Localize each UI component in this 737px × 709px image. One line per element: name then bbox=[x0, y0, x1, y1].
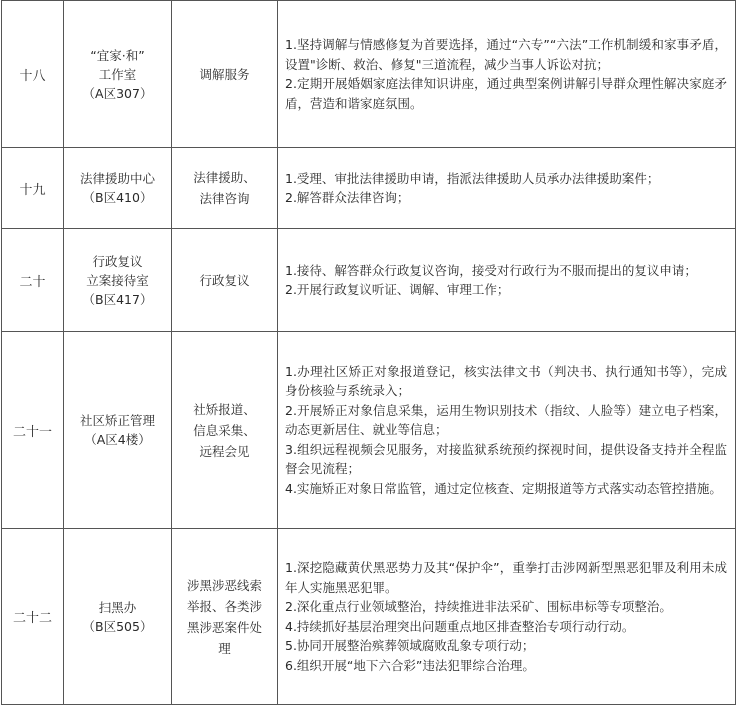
service-line: 举报、各类涉 bbox=[186, 598, 262, 614]
service-line: 调解服务 bbox=[199, 66, 250, 82]
row-service bbox=[172, 332, 278, 529]
location-line: 社区矫正管理 bbox=[79, 413, 155, 428]
location-line: （A区307） bbox=[82, 85, 153, 101]
row-number: 十九 bbox=[2, 148, 64, 229]
location-line: （A区4楼） bbox=[84, 432, 151, 447]
service-table bbox=[1, 0, 736, 705]
service-line: 远程会见 bbox=[199, 443, 250, 459]
detail-item: 1.办理社区矫正对象报道登记，核实法律文书（判决书、执行通知书等），完成身份核验与系统录入； bbox=[285, 363, 727, 399]
row-location bbox=[64, 229, 172, 332]
row-service bbox=[172, 529, 278, 705]
detail-item: 2.深化重点行业领域整治，持续推进非法采矿、围标串标等专项整治。 bbox=[285, 599, 672, 614]
location-line: 立案接待室 bbox=[86, 272, 149, 288]
detail-item: 3.组织远程视频会见服务，对接监狱系统预约探视时间，提供设备支持并全程监督会见流程； bbox=[285, 441, 727, 477]
row-location bbox=[64, 529, 172, 705]
detail-item: 1.深挖隐藏黄伏黑恶势力及其“保护伞”，重拳打击涉网新型黑恶犯罪及利用未成年人实施黑恶犯罪。 bbox=[285, 560, 727, 595]
location-line: （B区505） bbox=[82, 618, 153, 634]
row-location bbox=[64, 332, 172, 529]
table-row bbox=[2, 332, 736, 529]
location-line: 工作室 bbox=[98, 66, 137, 82]
row-service bbox=[172, 148, 278, 229]
detail-item: 2.开展行政复议听证、调解、审理工作； bbox=[285, 282, 510, 297]
row-details bbox=[278, 529, 736, 705]
row-details bbox=[278, 148, 736, 229]
detail-item: 1.受理、审批法律援助申请，指派法律援助人员承办法律援助案件； bbox=[285, 170, 660, 186]
location-line: 法律援助中心 bbox=[79, 171, 155, 186]
row-service bbox=[172, 1, 278, 148]
location-line: 扫黑办 bbox=[98, 599, 137, 615]
location-line: （B区410） bbox=[82, 190, 153, 205]
detail-item: 1.坚持调解与情感修复为首要选择，通过“六专”“六法”工作机制缓和家事矛盾，设置"诊断、救治、修复"三道流程，减少当事人诉讼对抗； bbox=[285, 37, 727, 72]
detail-item: 2.开展矫正对象信息采集，运用生物识别技术（指纹、人脸等）建立电子档案，动态更新居住、就业等信息； bbox=[285, 402, 727, 438]
row-location bbox=[64, 1, 172, 148]
row-service bbox=[172, 229, 278, 332]
row-number: 二十二 bbox=[2, 529, 64, 705]
row-number: 二十 bbox=[2, 229, 64, 332]
row-location bbox=[64, 148, 172, 229]
service-line: 行政复议 bbox=[199, 272, 250, 288]
service-line: 法律援助、 bbox=[193, 170, 256, 185]
service-line: 涉黑涉恶线索 bbox=[186, 577, 262, 593]
row-details bbox=[278, 332, 736, 529]
table-row bbox=[2, 148, 736, 229]
row-number: 二十一 bbox=[2, 332, 64, 529]
detail-item: 2.定期开展婚姻家庭法律知识讲座，通过典型案例讲解引导群众理性解决家庭矛盾，营造和谐家庭氛围。 bbox=[285, 76, 727, 111]
location-line: 行政复议 bbox=[92, 253, 143, 269]
detail-item: 4.实施矫正对象日常监管，通过定位核查、定期报道等方式落实动态管控措施。 bbox=[285, 480, 722, 496]
detail-item: 4.持续抓好基层治理突出问题重点地区排查整治专项行动行动。 bbox=[285, 618, 635, 634]
row-number: 十八 bbox=[2, 1, 64, 148]
table-row bbox=[2, 229, 736, 332]
detail-item: 5.协同开展整治殡葬领域腐败乱象专项行动； bbox=[285, 638, 535, 653]
row-details bbox=[278, 1, 736, 148]
row-details bbox=[278, 229, 736, 332]
service-line: 信息采集、 bbox=[193, 422, 256, 438]
location-line: （B区417） bbox=[82, 291, 153, 307]
detail-item: 2.解答群众法律咨询； bbox=[285, 190, 410, 205]
detail-item: 1.接待、解答群众行政复议咨询，接受对行政行为不服而提出的复议申请； bbox=[285, 262, 697, 278]
service-line: 法律咨询 bbox=[199, 191, 250, 206]
detail-item: 6.组织开展“地下六合彩”违法犯罪综合治理。 bbox=[285, 657, 535, 673]
service-line: 理 bbox=[218, 640, 231, 656]
table-row bbox=[2, 1, 736, 148]
service-line: 黑涉恶案件处 bbox=[186, 619, 262, 635]
table-row bbox=[2, 529, 736, 705]
location-line: “宜家·和” bbox=[90, 47, 145, 63]
service-line: 社矫报道、 bbox=[193, 401, 256, 417]
